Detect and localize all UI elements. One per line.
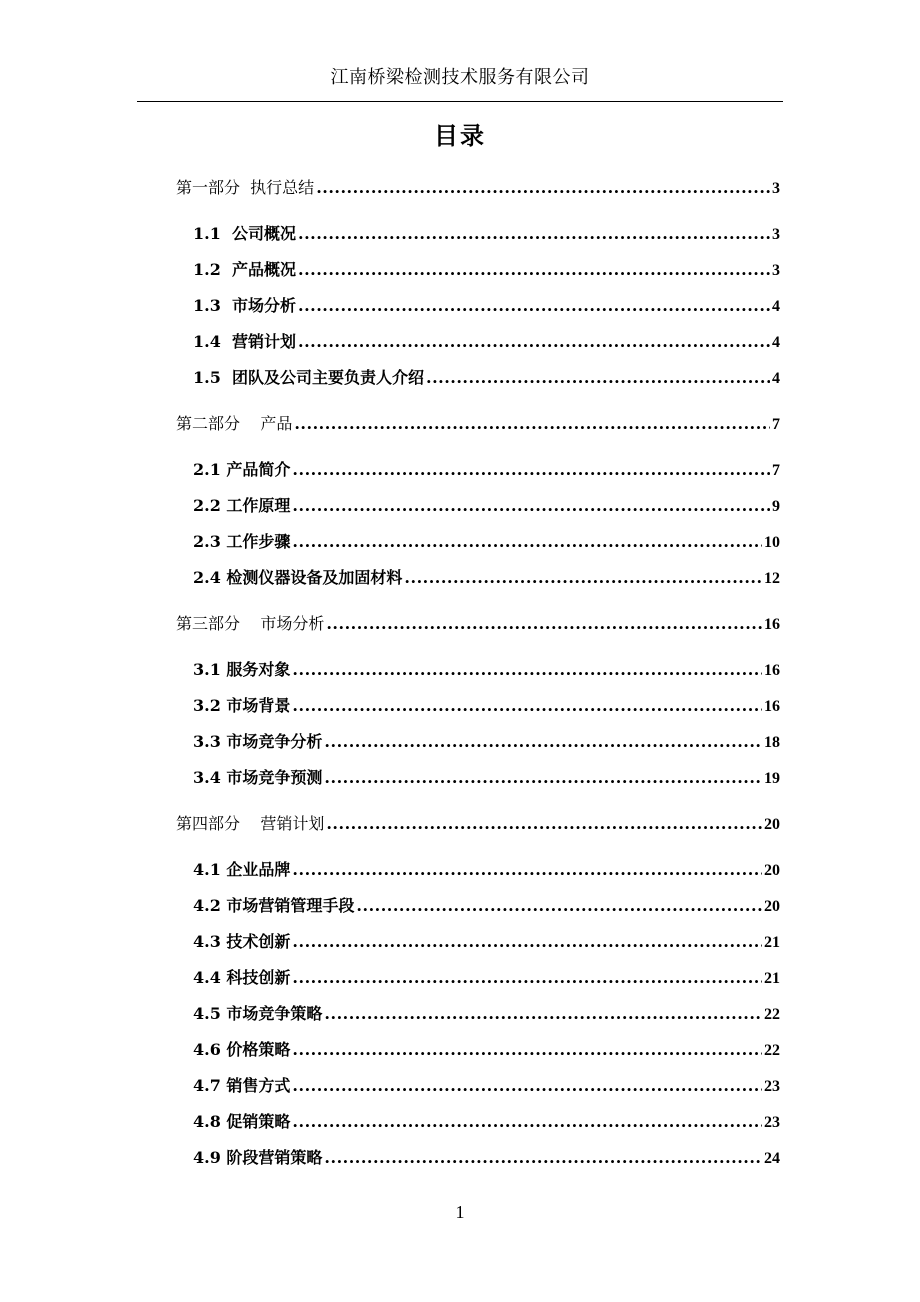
toc-entry-label [193,566,402,590]
toc-entry-number: 2.4 [193,568,221,587]
toc-entry-page: 22 [764,1006,780,1023]
toc-entry-page: 22 [764,1042,780,1059]
toc-entry-page: 21 [764,934,780,951]
toc-entry-number: 4.8 [193,1112,221,1131]
toc-section-entry[interactable] [193,1038,780,1062]
toc-entry-page: 3 [772,262,780,279]
toc-entry-number: 1.5 [193,368,221,387]
toc-section-entry[interactable] [193,966,780,990]
toc-entry-page: 23 [764,1078,780,1095]
toc-entry-page: 16 [764,662,780,679]
toc-entry-number: 4.7 [193,1076,221,1095]
toc-entry-page: 7 [772,416,780,433]
toc-entry-text: 第一部分 执行总结 [176,178,315,197]
toc-entry-label [193,1110,290,1134]
toc-section-entry[interactable] [193,258,780,282]
toc-entry-number: 3.3 [193,732,221,751]
toc-entry-text: 产品简介 [220,460,291,479]
toc-dot-leader [292,658,762,682]
toc-entry-text: 企业品牌 [220,860,291,879]
toc-entry-label [193,766,322,790]
toc-section-entry[interactable] [193,694,780,718]
toc-entry-page: 16 [764,616,780,633]
toc-entry-text: 市场分析 [220,296,296,315]
toc-entry-label [193,1038,290,1062]
toc-dot-leader [326,612,762,636]
toc-dot-leader [404,566,762,590]
toc-section-entry[interactable] [193,894,780,918]
toc-section-entry[interactable] [193,1146,780,1170]
toc-entry-page: 24 [764,1150,780,1167]
toc-entry-text: 检测仪器设备及加固材料 [220,568,403,587]
toc-entry-text: 阶段营销策略 [220,1148,323,1167]
toc-entry-text: 工作原理 [220,496,291,515]
toc-entry-number: 1.3 [193,296,221,315]
toc-entry-label [193,966,290,990]
toc-section-entry[interactable] [193,566,780,590]
toc-entry-label [193,530,290,554]
toc-part-entry[interactable] [176,412,780,436]
toc-section-entry[interactable] [193,1110,780,1134]
toc-entry-label [176,812,324,836]
toc-entry-number: 2.1 [193,460,221,479]
toc-entry-page: 4 [772,370,780,387]
toc-entry-label [193,1074,290,1098]
toc-dot-leader [292,930,762,954]
toc-section-entry[interactable] [193,294,780,318]
toc-entry-text: 团队及公司主要负责人介绍 [220,368,424,387]
toc-entry-text: 市场竞争分析 [220,732,323,751]
toc-entry-page: 4 [772,334,780,351]
header-rule [137,101,783,102]
toc-dot-leader [292,858,762,882]
page-number: 1 [455,1202,465,1222]
toc-dot-leader [324,766,762,790]
toc-entry-label [193,222,296,246]
toc-entry-label [193,1002,322,1026]
toc-part-entry[interactable] [176,176,780,200]
toc-entry-page: 20 [764,862,780,879]
toc-dot-leader [356,894,762,918]
toc-dot-leader [324,1002,762,1026]
toc-entry-page: 21 [764,970,780,987]
toc-entry-text: 第三部分 市场分析 [176,614,325,633]
toc-entry-number: 1.1 [193,224,221,243]
toc-entry-text: 技术创新 [220,932,291,951]
toc-dot-leader [292,694,762,718]
toc-entry-text: 市场背景 [220,696,291,715]
toc-entry-number: 2.3 [193,532,221,551]
toc-section-entry[interactable] [193,858,780,882]
toc-dot-leader [292,458,770,482]
toc-entry-label [193,494,290,518]
toc-section-entry[interactable] [193,494,780,518]
toc-entry-page: 12 [764,570,780,587]
toc-entry-label [193,894,354,918]
toc-section-entry[interactable] [193,1074,780,1098]
toc-entry-number: 4.3 [193,932,221,951]
toc-entry-page: 7 [772,462,780,479]
toc-dot-leader [292,1110,762,1134]
toc-entry-page: 18 [764,734,780,751]
toc-entry-number: 4.5 [193,1004,221,1023]
toc-entry-label [193,330,296,354]
toc-dot-leader [298,258,770,282]
toc-entry-label [176,176,314,200]
toc-section-entry[interactable] [193,458,780,482]
toc-part-entry[interactable] [176,812,780,836]
toc-entry-number: 3.4 [193,768,221,787]
toc-section-entry[interactable] [193,330,780,354]
toc-section-entry[interactable] [193,766,780,790]
toc-entry-label [193,694,290,718]
toc-dot-leader [426,366,770,390]
toc-entry-page: 9 [772,498,780,515]
toc-entry-page: 23 [764,1114,780,1131]
toc-entry-page: 4 [772,298,780,315]
toc-entry-label [193,658,290,682]
toc-entry-text: 市场竞争策略 [220,1004,323,1023]
toc-entry-page: 3 [772,180,780,197]
toc-entry-page: 3 [772,226,780,243]
toc-section-entry[interactable] [193,730,780,754]
toc-section-entry[interactable] [193,222,780,246]
toc-entry-label [193,366,424,390]
toc-title: 目录 [434,121,486,150]
toc-entry-text: 销售方式 [220,1076,291,1095]
toc-entry-label [193,294,296,318]
toc-section-entry[interactable] [193,366,780,390]
toc-entry-text: 市场竞争预测 [220,768,323,787]
toc-entry-number: 4.2 [193,896,221,915]
toc-entry-label [193,730,322,754]
toc-entry-number: 1.2 [193,260,221,279]
toc-dot-leader [298,330,770,354]
toc-entry-label [176,612,324,636]
toc-entry-text: 公司概况 [220,224,296,243]
toc-section-entry[interactable] [193,530,780,554]
toc-dot-leader [294,412,770,436]
toc-dot-leader [316,176,770,200]
toc-entry-page: 16 [764,698,780,715]
running-header: 江南桥梁检测技术服务有限公司 [330,67,590,88]
toc-dot-leader [324,730,762,754]
toc-entry-label [193,458,290,482]
toc-dot-leader [326,812,762,836]
toc-entry-page: 20 [764,816,780,833]
toc-entry-label [193,258,296,282]
toc-entry-page: 20 [764,898,780,915]
toc-dot-leader [292,966,762,990]
toc-entry-text: 科技创新 [220,968,291,987]
toc-dot-leader [292,1038,762,1062]
toc-entry-number: 4.1 [193,860,221,879]
toc-entry-text: 第二部分 产品 [176,414,293,433]
toc-section-entry[interactable] [193,658,780,682]
toc-dot-leader [292,494,770,518]
toc-entry-text: 促销策略 [220,1112,291,1131]
toc-entry-number: 4.4 [193,968,221,987]
toc-entry-label [193,1146,322,1170]
toc-entry-number: 4.6 [193,1040,221,1059]
toc-entry-text: 产品概况 [220,260,296,279]
toc-dot-leader [292,1074,762,1098]
toc-entry-page: 10 [764,534,780,551]
toc-section-entry[interactable] [193,1002,780,1026]
toc-entry-number: 4.9 [193,1148,221,1167]
toc-dot-leader [292,530,762,554]
toc-section-entry[interactable] [193,930,780,954]
toc-dot-leader [298,222,770,246]
toc-entry-page: 19 [764,770,780,787]
toc-entry-text: 价格策略 [220,1040,291,1059]
toc-entry-text: 营销计划 [220,332,296,351]
toc-dot-leader [324,1146,762,1170]
toc-entry-number: 2.2 [193,496,221,515]
toc-part-entry[interactable] [176,612,780,636]
toc-entry-text: 工作步骤 [220,532,291,551]
toc-entry-label [176,412,292,436]
toc-entry-text: 市场营销管理手段 [220,896,355,915]
toc-entry-label [193,930,290,954]
toc-entry-text: 服务对象 [220,660,291,679]
toc-entry-number: 1.4 [193,332,221,351]
toc-entry-text: 第四部分 营销计划 [176,814,325,833]
toc-entry-number: 3.1 [193,660,221,679]
toc-dot-leader [298,294,770,318]
toc-entry-label [193,858,290,882]
toc-entry-number: 3.2 [193,696,221,715]
